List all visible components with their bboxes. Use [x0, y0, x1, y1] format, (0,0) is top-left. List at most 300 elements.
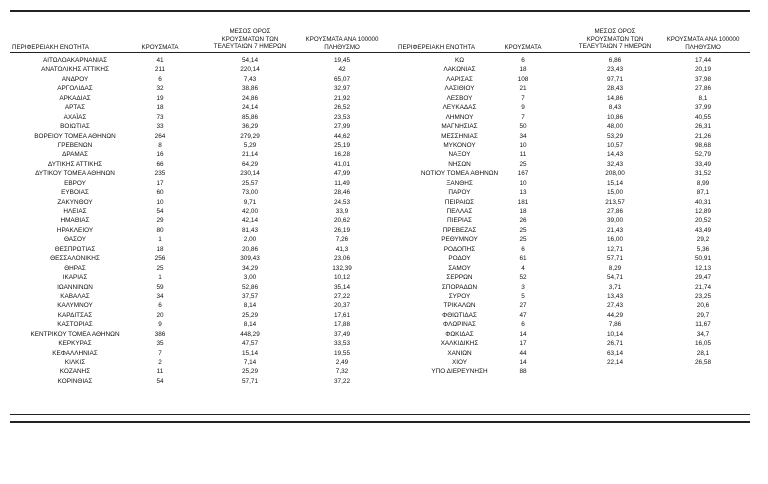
avg-cell: 12,71	[607, 245, 623, 253]
table-row	[0, 188, 392, 197]
per100k-cell: 87,1	[696, 189, 710, 197]
region-cell: ΠΡΕΒΕΖΑΣ	[442, 226, 477, 234]
cases-cell: 17	[156, 179, 164, 187]
per100k-cell: 35,14	[334, 283, 350, 291]
table-row	[392, 358, 760, 367]
region-cell: ΚΩ	[454, 57, 465, 64]
region-cell: ΠΕΙΡΑΙΩΣ	[444, 198, 475, 206]
table-row	[0, 94, 392, 103]
per100k-cell: 21,92	[334, 94, 350, 102]
table-row	[0, 320, 392, 329]
region-cell: ΠΕΛΛΑΣ	[446, 208, 473, 215]
avg-cell: 279,29	[240, 132, 260, 140]
per100k-cell: 41,01	[334, 160, 350, 168]
cases-cell: 211	[154, 66, 166, 74]
per100k-cell: 20,37	[334, 302, 350, 310]
region-cell: ΖΑΚΥΝΘΟΥ	[57, 198, 93, 206]
region-cell: ΘΑΣΟΥ	[63, 236, 87, 244]
header-avg-left-line1: ΜΕΣΟΣ ΟΡΟΣ	[229, 28, 271, 35]
region-cell: ΒΟΙΩΤΙΑΣ	[60, 123, 90, 131]
per100k-cell: 23,06	[334, 255, 350, 263]
cases-cell: 1	[158, 274, 162, 282]
avg-cell: 27,43	[607, 302, 623, 310]
region-cell: ΑΡΚΑΔΙΑΣ	[59, 94, 91, 102]
avg-cell: 73,00	[242, 189, 258, 197]
per100k-cell: 52,79	[695, 151, 711, 159]
avg-cell: 7,14	[243, 359, 257, 366]
cases-cell: 11	[519, 151, 527, 159]
table-row	[0, 141, 392, 150]
cases-cell: 5	[521, 292, 525, 300]
per100k-cell: 17,88	[334, 321, 350, 329]
table-row	[0, 226, 392, 235]
avg-cell: 38,86	[242, 85, 258, 93]
right-table	[392, 56, 760, 377]
cases-cell: 20	[156, 311, 164, 319]
table-row	[392, 160, 760, 169]
table-row	[392, 179, 760, 188]
avg-cell: 309,43	[240, 255, 260, 263]
avg-cell: 230,14	[240, 170, 260, 178]
table-row	[0, 103, 392, 112]
table-row	[392, 235, 760, 244]
cases-cell: 14	[519, 359, 527, 366]
region-cell: ΛΑΣΙΘΙΟΥ	[444, 85, 475, 93]
header-per100k-right	[653, 36, 753, 51]
cases-cell: 9	[158, 321, 162, 329]
region-cell: ΤΡΙΚΑΛΩΝ	[443, 302, 476, 310]
region-cell: ΚΑΡΔΙΤΣΑΣ	[57, 311, 93, 319]
per100k-cell: 40,31	[695, 198, 711, 206]
per100k-cell: 20,19	[695, 66, 711, 74]
region-cell: ΔΥΤΙΚΗΣ ΑΤΤΙΚΗΣ	[47, 160, 103, 168]
avg-cell: 2,00	[243, 236, 257, 244]
per100k-cell: 32,97	[334, 85, 350, 93]
table-row	[0, 132, 392, 141]
per100k-cell: 28,46	[334, 189, 350, 197]
region-cell: ΔΥΤΙΚΟΥ ΤΟΜΕΑ ΑΘΗΝΩΝ	[35, 170, 115, 178]
region-cell: ΦΩΚΙΔΑΣ	[445, 330, 474, 338]
region-cell: ΡΟΔΟΥ	[448, 255, 471, 263]
table-row	[0, 160, 392, 169]
avg-cell: 57,71	[607, 255, 623, 263]
per100k-cell: 11,67	[695, 321, 711, 329]
region-cell: ΛΑΚΩΝΙΑΣ	[443, 66, 476, 74]
avg-cell: 15,14	[242, 349, 258, 357]
table-row	[0, 377, 392, 386]
per100k-cell: 44,62	[334, 132, 350, 140]
region-cell: ΑΝΑΤΟΛΙΚΗΣ ΑΤΤΙΚΗΣ	[41, 66, 109, 74]
avg-cell: 27,86	[607, 208, 623, 215]
region-cell: ΝΑΞΟΥ	[448, 151, 471, 159]
region-cell: ΦΛΩΡΙΝΑΣ	[442, 321, 476, 329]
cases-cell: 6	[521, 245, 525, 253]
avg-cell: 3,00	[243, 274, 257, 282]
region-cell: ΣΑΜΟΥ	[448, 264, 471, 272]
region-cell: ΑΙΤΩΛΟΑΚΑΡΝΑΝΙΑΣ	[42, 57, 108, 64]
table-row	[0, 349, 392, 358]
table-row	[0, 65, 392, 74]
cases-cell: 25	[519, 226, 527, 234]
table-row	[392, 283, 760, 292]
avg-cell: 14,86	[607, 94, 623, 102]
header-avg-left-line3: ΤΕΛΕΥΤΑΙΩΝ 7 ΗΜΕΡΩΝ	[213, 43, 287, 51]
avg-cell: 54,14	[242, 57, 258, 64]
per100k-cell: 31,52	[695, 170, 711, 178]
header-avg-right	[565, 28, 665, 51]
cases-cell: 386	[154, 330, 166, 338]
avg-cell: 26,71	[607, 340, 623, 348]
table-row	[0, 113, 392, 122]
per100k-cell: 37,22	[334, 377, 350, 385]
cases-cell: 13	[519, 189, 527, 197]
per100k-cell: 26,52	[334, 104, 350, 112]
avg-cell: 220,14	[240, 66, 260, 74]
header-cases-left: ΚΡΟΥΣΜΑΤΑ	[141, 44, 179, 51]
table-row	[392, 216, 760, 225]
avg-cell: 32,43	[607, 160, 623, 168]
per100k-cell: 43,49	[695, 226, 711, 234]
per100k-cell: 27,86	[695, 85, 711, 93]
table-row	[0, 367, 392, 376]
region-cell: ΙΚΑΡΙΑΣ	[62, 274, 88, 282]
region-cell: ΘΕΣΠΡΩΤΙΑΣ	[54, 245, 96, 253]
header-per100k-right-line1: ΚΡΟΥΣΜΑΤΑ ΑΝΑ 100000	[666, 36, 740, 43]
avg-cell: 81,43	[242, 226, 258, 234]
avg-cell: 23,43	[607, 66, 623, 74]
cases-cell: 108	[517, 75, 529, 83]
avg-cell: 14,43	[607, 151, 623, 159]
per100k-cell: 20,52	[695, 217, 711, 225]
table-row	[392, 292, 760, 301]
avg-cell: 48,00	[607, 123, 623, 131]
per100k-cell: 8,99	[696, 179, 710, 187]
per100k-cell: 7,32	[335, 368, 349, 376]
cases-cell: 10	[519, 141, 527, 149]
avg-cell: 7,86	[608, 321, 622, 329]
cases-cell: 44	[519, 349, 527, 357]
header-avg-left	[200, 28, 300, 51]
avg-cell: 36,29	[242, 123, 258, 131]
table-row	[392, 113, 760, 122]
cases-cell: 18	[519, 208, 527, 215]
region-cell: ΧΙΟΥ	[451, 359, 468, 366]
cases-cell: 59	[156, 283, 164, 291]
table-row	[0, 330, 392, 339]
region-cell: ΞΑΝΘΗΣ	[446, 179, 473, 187]
region-cell: ΛΑΡΙΣΑΣ	[446, 75, 473, 83]
per100k-cell: 47,99	[334, 170, 350, 178]
table-row	[0, 75, 392, 84]
avg-cell: 44,29	[607, 311, 623, 319]
cases-cell: 6	[158, 75, 162, 83]
table-row	[0, 292, 392, 301]
avg-cell: 8,29	[608, 264, 622, 272]
table-row	[0, 150, 392, 159]
per100k-cell: 2,49	[335, 359, 349, 366]
per100k-cell: 21,74	[695, 283, 711, 291]
region-cell: ΗΜΑΘΙΑΣ	[60, 217, 90, 225]
cases-cell: 35	[156, 340, 164, 348]
table-row	[392, 311, 760, 320]
avg-cell: 52,86	[242, 283, 258, 291]
cases-cell: 18	[156, 245, 164, 253]
per100k-cell: 10,12	[334, 274, 350, 282]
avg-cell: 3,71	[608, 283, 622, 291]
table-row	[392, 198, 760, 207]
region-cell: ΛΕΥΚΑΔΑΣ	[442, 104, 477, 112]
table-row	[0, 84, 392, 93]
region-cell: ΑΡΓΟΛΙΔΑΣ	[57, 85, 93, 93]
header-per100k-right-line2: ΠΛΗΘΥΣΜΟ	[685, 43, 721, 51]
avg-cell: 42,14	[242, 217, 258, 225]
cases-cell: 52	[519, 274, 527, 282]
per100k-cell: 20,62	[334, 217, 350, 225]
region-cell: ΑΝΔΡΟΥ	[61, 75, 89, 83]
region-cell: ΘΗΡΑΣ	[64, 264, 86, 272]
avg-cell: 22,14	[607, 359, 623, 366]
header-region-left: ΠΕΡΙΦΕΡΕΙΑΚΗ ΕΝΟΤΗΤΑ	[12, 44, 90, 51]
region-cell: ΚΟΖΑΝΗΣ	[59, 368, 91, 376]
table-row	[392, 94, 760, 103]
region-cell: ΝΗΣΩΝ	[448, 160, 471, 168]
cases-cell: 54	[156, 208, 164, 215]
avg-cell: 25,29	[242, 368, 258, 376]
cases-cell: 14	[519, 330, 527, 338]
per100k-cell: 26,31	[695, 123, 711, 131]
table-row	[392, 141, 760, 150]
region-cell: ΓΡΕΒΕΝΩΝ	[57, 141, 93, 149]
avg-cell: 8,14	[243, 321, 257, 329]
per100k-cell: 50,91	[695, 255, 711, 263]
cases-cell: 10	[156, 198, 164, 206]
table-row	[392, 65, 760, 74]
table-row	[392, 56, 760, 65]
region-cell: ΚΑΛΥΜΝΟΥ	[57, 302, 93, 310]
avg-cell: 25,57	[242, 179, 258, 187]
region-cell: ΚΕΡΚΥΡΑΣ	[58, 340, 92, 348]
cases-cell: 4	[521, 264, 525, 272]
per100k-cell: 65,07	[334, 75, 350, 83]
per100k-cell: 25,19	[334, 141, 350, 149]
top-rule	[10, 10, 750, 12]
table-row	[392, 349, 760, 358]
cases-cell: 73	[156, 113, 164, 121]
bottom-rule-1	[10, 414, 750, 415]
region-cell: ΝΟΤΙΟΥ ΤΟΜΕΑ ΑΘΗΝΩΝ	[420, 170, 499, 178]
header-avg-right-line1: ΜΕΣΟΣ ΟΡΟΣ	[594, 28, 636, 35]
cases-cell: 88	[519, 368, 527, 376]
cases-cell: 27	[519, 302, 527, 310]
avg-cell: 54,71	[607, 274, 623, 282]
region-cell: ΛΗΜΝΟΥ	[445, 113, 474, 121]
cases-cell: 9	[521, 104, 525, 112]
avg-cell: 16,00	[607, 236, 623, 244]
per100k-cell: 16,05	[695, 340, 711, 348]
region-cell: ΒΟΡΕΙΟΥ ΤΟΜΕΑ ΑΘΗΝΩΝ	[34, 132, 116, 140]
region-cell: ΡΕΘΥΜΝΟΥ	[441, 236, 478, 244]
cases-cell: 6	[521, 57, 525, 64]
cases-cell: 50	[519, 123, 527, 131]
header-per100k-left-line2: ΠΛΗΘΥΣΜΟ	[324, 43, 360, 51]
table-row	[392, 330, 760, 339]
region-cell: ΕΒΡΟΥ	[64, 179, 86, 187]
region-cell: ΜΥΚΟΝΟΥ	[443, 141, 476, 149]
per100k-cell: 12,13	[695, 264, 711, 272]
per100k-cell: 11,49	[334, 179, 350, 187]
cases-cell: 61	[519, 255, 527, 263]
table-row	[0, 311, 392, 320]
region-cell: ΥΠΟ ΔΙΕΡΕΥΝΗΣΗ	[431, 368, 488, 376]
table-row	[392, 226, 760, 235]
header-avg-right-line2: ΚΡΟΥΣΜΑΤΩΝ ΤΩΝ	[586, 35, 644, 43]
region-cell: ΚΙΛΚΙΣ	[64, 359, 86, 366]
cases-cell: 29	[156, 217, 164, 225]
region-cell: ΚΑΒΑΛΑΣ	[60, 292, 90, 300]
per100k-cell: 23,25	[695, 292, 711, 300]
cases-cell: 167	[517, 170, 529, 178]
avg-cell: 25,29	[242, 311, 258, 319]
region-cell: ΧΑΝΙΩΝ	[447, 349, 472, 357]
avg-cell: 10,86	[607, 113, 623, 121]
per100k-cell: 40,55	[695, 113, 711, 121]
per100k-cell: 33,9	[335, 208, 349, 215]
region-cell: ΔΡΑΜΑΣ	[62, 151, 88, 159]
per100k-cell: 7,26	[335, 236, 349, 244]
table-row	[392, 150, 760, 159]
per100k-cell: 37,98	[695, 75, 711, 83]
region-cell: ΙΩΑΝΝΙΝΩΝ	[57, 283, 93, 291]
avg-cell: 7,43	[243, 75, 257, 83]
cases-cell: 7	[521, 94, 525, 102]
avg-cell: 24,14	[242, 104, 258, 112]
region-cell: ΚΟΡΙΝΘΙΑΣ	[57, 377, 93, 385]
cases-cell: 47	[519, 311, 527, 319]
avg-cell: 24,86	[242, 94, 258, 102]
avg-cell: 47,57	[242, 340, 258, 348]
cases-cell: 2	[158, 359, 162, 366]
cases-cell: 25	[519, 160, 527, 168]
cases-cell: 17	[519, 340, 527, 348]
avg-cell: 21,14	[242, 151, 258, 159]
cases-cell: 60	[156, 189, 164, 197]
region-cell: ΣΠΟΡΑΔΩΝ	[441, 283, 478, 291]
avg-cell: 20,86	[242, 245, 258, 253]
cases-cell: 80	[156, 226, 164, 234]
table-row	[392, 245, 760, 254]
cases-cell: 256	[154, 255, 166, 263]
region-cell: ΗΡΑΚΛΕΙΟΥ	[56, 226, 94, 234]
per100k-cell: 17,61	[334, 311, 350, 319]
header-per100k-left-line1: ΚΡΟΥΣΜΑΤΑ ΑΝΑ 100000	[305, 36, 379, 43]
per100k-cell: 42	[338, 66, 346, 74]
avg-cell: 85,86	[242, 113, 258, 121]
cases-cell: 1	[158, 236, 162, 244]
region-cell: ΡΟΔΟΠΗΣ	[443, 245, 476, 253]
table-row	[392, 264, 760, 273]
cases-cell: 34	[519, 132, 527, 140]
header-per100k-left	[292, 36, 392, 51]
cases-cell: 7	[158, 349, 162, 357]
header-region-right: ΠΕΡΙΦΕΡΕΙΑΚΗ ΕΝΟΤΗΤΑ	[398, 44, 476, 51]
per100k-cell: 27,99	[334, 123, 350, 131]
avg-cell: 64,29	[242, 160, 258, 168]
table-row	[392, 75, 760, 84]
table-row	[0, 301, 392, 310]
cases-cell: 32	[156, 85, 164, 93]
cases-cell: 18	[519, 66, 527, 74]
table-row	[392, 367, 760, 376]
avg-cell: 34,29	[242, 264, 258, 272]
per100k-cell: 29,47	[695, 274, 711, 282]
cases-cell: 18	[156, 104, 164, 112]
table-row	[0, 56, 392, 65]
region-cell: ΚΑΣΤΟΡΙΑΣ	[57, 321, 93, 329]
avg-cell: 63,14	[607, 349, 623, 357]
per100k-cell: 24,53	[334, 198, 350, 206]
per100k-cell: 5,36	[696, 245, 710, 253]
cases-cell: 26	[519, 217, 527, 225]
avg-cell: 10,14	[607, 330, 623, 338]
per100k-cell: 33,49	[695, 160, 711, 168]
avg-cell: 42,00	[242, 208, 258, 215]
region-cell: ΕΥΒΟΙΑΣ	[61, 189, 89, 197]
avg-cell: 15,00	[607, 189, 623, 197]
per100k-cell: 26,19	[334, 226, 350, 234]
table-row	[0, 273, 392, 282]
cases-cell: 16	[156, 151, 164, 159]
per100k-cell: 12,89	[695, 208, 711, 215]
table-row	[392, 207, 760, 216]
per100k-cell: 98,68	[695, 141, 711, 149]
region-cell: ΣΕΡΡΩΝ	[446, 274, 473, 282]
avg-cell: 57,71	[242, 377, 258, 385]
cases-cell: 3	[521, 283, 525, 291]
cases-cell: 6	[158, 302, 162, 310]
cases-cell: 19	[156, 94, 164, 102]
table-row	[392, 132, 760, 141]
cases-cell: 25	[156, 264, 164, 272]
table-row	[392, 301, 760, 310]
per100k-cell: 29,2	[696, 236, 710, 244]
avg-cell: 6,86	[608, 57, 622, 64]
avg-cell: 28,43	[607, 85, 623, 93]
region-cell: ΑΡΤΑΣ	[64, 104, 86, 112]
table-row	[0, 245, 392, 254]
header-rule	[10, 52, 750, 53]
table-row	[0, 235, 392, 244]
avg-cell: 8,14	[243, 302, 257, 310]
avg-cell: 213,57	[605, 198, 625, 206]
cases-cell: 25	[519, 236, 527, 244]
region-cell: ΠΑΡΟΥ	[448, 189, 471, 197]
per100k-cell: 33,53	[334, 340, 350, 348]
header-avg-right-line3: ΤΕΛΕΥΤΑΙΩΝ 7 ΗΜΕΡΩΝ	[578, 43, 652, 51]
table-row	[0, 169, 392, 178]
cases-cell: 181	[517, 198, 529, 206]
per100k-cell: 23,53	[334, 113, 350, 121]
per100k-cell: 37,99	[695, 104, 711, 112]
per100k-cell: 17,44	[695, 57, 711, 64]
cases-cell: 7	[521, 113, 525, 121]
table-row	[392, 122, 760, 131]
avg-cell: 53,29	[607, 132, 623, 140]
bottom-rule-2	[10, 421, 750, 423]
cases-cell: 54	[156, 377, 164, 385]
per100k-cell: 37,49	[334, 330, 350, 338]
avg-cell: 37,57	[242, 292, 258, 300]
region-cell: ΚΕΦΑΛΛΗΝΙΑΣ	[52, 349, 98, 357]
